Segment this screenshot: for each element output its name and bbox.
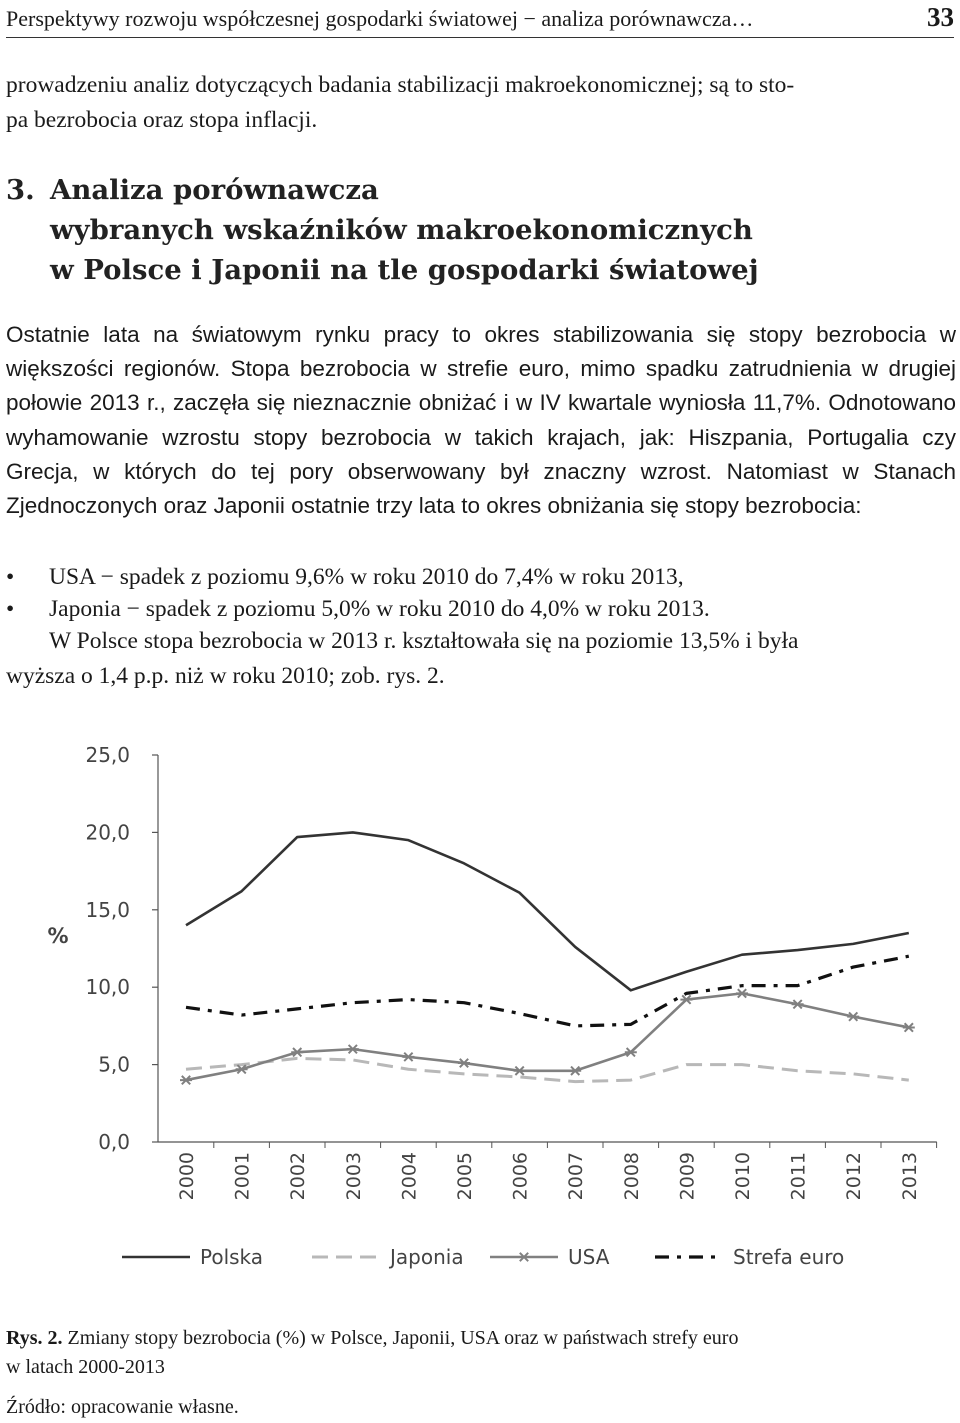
data-point (847, 1012, 859, 1020)
intro-line-2: pa bezrobocia oraz stopa inflacji. (6, 107, 318, 133)
body-paragraph: Ostatnie lata na światowym rynku pracy to okres stabilizowania się stopy bezrobocia w większości regionów. Stopa bezrobocia w strefie euro, mimo spadku zatrudnienia w drugiej połowie 2013 r., zaczęła się nieznacznie obniżać i w IV kwartale wyniosła 11,7%. Odnotowano wyhamowanie wzrostu stopy bezrobocia w takich krajach, jak: Hiszpania, Portugalia czy Grecja, w których do tej pory obserwowany był znaczny wzrost. Natomiast w Stanach Zjednoczonych oraz Japonii ostatnie trzy lata to okres obniżania się stopy bezrobocia: (6, 322, 956, 519)
series-line (186, 956, 909, 1026)
legend-marker (518, 1253, 530, 1261)
y-tick-label: 0,0 (98, 1130, 130, 1154)
x-tick-label: 2000 (176, 1152, 198, 1201)
section-title-line-1: Analiza porównawcza (50, 174, 379, 206)
y-tick-label: 10,0 (85, 975, 130, 1000)
bullet-text: Japonia − spadek z poziomu 5,0% w roku 2010 do 4,0% w roku 2013. (49, 596, 710, 622)
figure-label: Rys. 2. (6, 1327, 63, 1349)
legend-label: Polska (200, 1245, 264, 1269)
x-tick-label: 2007 (565, 1152, 588, 1201)
y-tick-label: 5,0 (98, 1052, 130, 1077)
data-point (514, 1067, 526, 1075)
x-tick-label: 2011 (787, 1152, 810, 1201)
section-title-line-3: w Polsce i Japonii na tle gospodarki światowej (50, 254, 759, 286)
x-tick-label: 2002 (287, 1152, 310, 1201)
unemployment-line-chart (0, 715, 960, 1305)
figure-caption (6, 1324, 956, 1382)
y-tick-label: 15,0 (85, 897, 130, 922)
x-tick-label: 2008 (620, 1152, 643, 1201)
legend-label: Strefa euro (733, 1245, 845, 1269)
section-title-line-2: wybranych wskaźników makroekonomicznych (50, 214, 753, 246)
running-header (6, 4, 954, 38)
y-tick-label: 25,0 (85, 743, 130, 767)
bullet-marker: • (6, 564, 15, 590)
closing-line-1: W Polsce stopa bezrobocia w 2013 r. kształtowała się na poziomie 13,5% i była (49, 628, 799, 654)
data-point (402, 1053, 414, 1061)
y-axis-label: % (47, 924, 69, 949)
data-point (680, 995, 692, 1003)
data-point (792, 1000, 804, 1008)
figure-source: Źródło: opracowanie własne. (6, 1396, 239, 1418)
data-point (903, 1023, 915, 1031)
header-rule (6, 37, 954, 38)
intro-line-1: prowadzeniu analiz dotyczących badania stabilizacji makroekonomicznej; są to sto- (6, 72, 795, 98)
closing-line-2: wyższa o 1,4 p.p. niż w roku 2010; zob. rys. 2. (6, 663, 445, 689)
figure-caption-text: Zmiany stopy bezrobocia (%) w Polsce, Japonii, USA oraz w państwach strefy euro (62, 1327, 739, 1349)
data-point (625, 1048, 637, 1056)
x-tick-label: 2013 (898, 1152, 921, 1201)
legend-label: USA (568, 1245, 610, 1269)
x-tick-label: 2003 (342, 1152, 365, 1201)
x-tick-label: 2005 (454, 1152, 476, 1201)
section-number: 3. (6, 174, 35, 206)
bullet-text: USA − spadek z poziomu 9,6% w roku 2010 do 7,4% w roku 2013, (49, 564, 684, 590)
legend-label: Japonia (390, 1245, 464, 1269)
x-tick-label: 2004 (398, 1152, 421, 1201)
section-heading (6, 170, 956, 290)
data-point (236, 1065, 248, 1073)
x-tick-label: 2001 (231, 1152, 254, 1201)
x-tick-label: 2009 (676, 1152, 699, 1201)
page-number: 33 (927, 2, 954, 32)
data-point (569, 1067, 581, 1075)
y-tick-label: 20,0 (85, 820, 130, 845)
running-title: Perspektywy rozwoju współczesnej gospodarki światowej − analiza porównawcza… (6, 6, 754, 31)
figure-caption-line-2: w latach 2000-2013 (6, 1356, 165, 1378)
data-point (458, 1059, 470, 1067)
data-point (180, 1076, 192, 1084)
intro-paragraph (6, 68, 956, 138)
bullet-marker: • (6, 596, 15, 622)
series-line (186, 832, 909, 990)
data-point (736, 989, 748, 997)
data-point (291, 1048, 303, 1056)
x-tick-label: 2012 (843, 1152, 866, 1201)
x-tick-label: 2006 (509, 1152, 532, 1201)
closing-paragraph (6, 624, 956, 694)
data-point (347, 1045, 359, 1053)
x-tick-label: 2010 (732, 1152, 754, 1201)
